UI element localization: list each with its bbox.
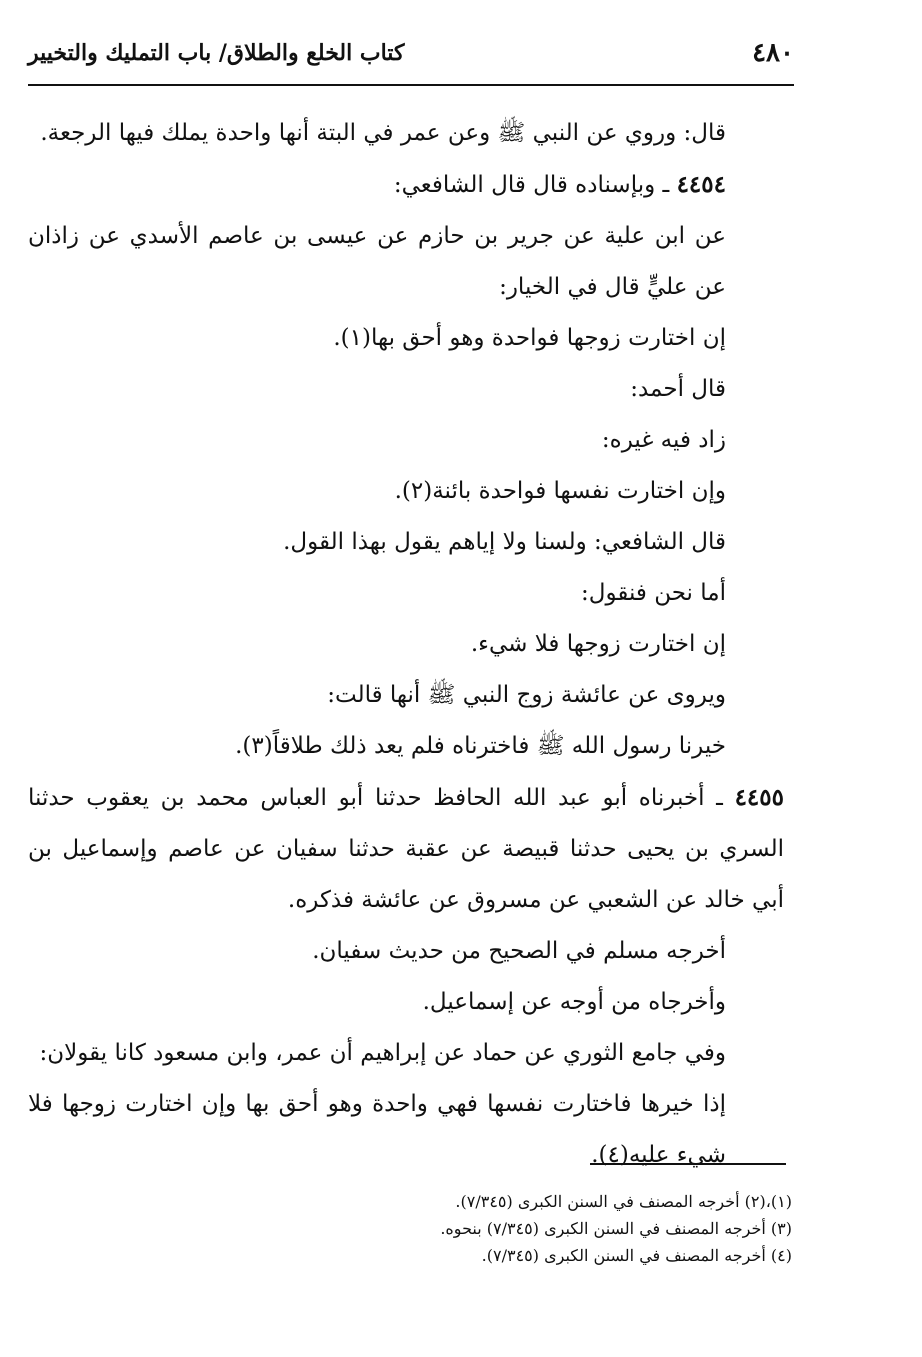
main-text (28, 108, 784, 1181)
page-number: ٤٨٠ (752, 38, 794, 68)
paragraph: أخرجه مسلم في الصحيح من حديث سفيان. (312, 938, 726, 964)
paragraph: ويروى عن عائشة زوج النبي ﷺ أنها قالت: (327, 682, 726, 708)
hadith-number: ٤٤٥٥ (734, 784, 784, 811)
running-title: كتاب الخلع والطلاق/ باب التمليك والتخيير (28, 40, 405, 66)
hadith-number: ٤٤٥٤ (676, 171, 726, 198)
paragraph: إن اختارت زوجها فلا شيء. (470, 631, 726, 657)
paragraph: وأخرجاه من أوجه عن إسماعيل. (422, 989, 726, 1015)
paragraph: إذا خيرها فاختارت نفسها فهي واحدة وهو أحق بها وإن اختارت زوجها فلا شيء عليه(٤). (28, 1091, 726, 1168)
paragraph-text: ـ وبإسناده قال قال الشافعي: (393, 172, 677, 198)
paragraph-text: ـ أخبرناه أبو عبد الله الحافظ حدثنا أبو العباس محمد بن يعقوب حدثنا السري بن يحيى حدثنا قبيصة عن عقبة حدثنا سفيان عن عاصم وإسماعيل بن أبي خالد عن الشعبي عن مسروق عن عائشة فذكره. (28, 785, 784, 913)
footnote: (١)،(٢) أخرجه المصنف في السنن الكبرى (٧/٣٤٥). (455, 1192, 792, 1211)
paragraph: خيرنا رسول الله ﷺ فاخترناه فلم يعد ذلك طلاقاً(٣). (235, 733, 726, 759)
page-header (28, 34, 794, 74)
paragraph: عن ابن علية عن جرير بن حازم عن عيسى بن عاصم الأسدي عن زاذان عن عليٍّ قال في الخيار: (28, 223, 726, 300)
footnote: (٤) أخرجه المصنف في السنن الكبرى (٧/٣٤٥). (481, 1246, 792, 1265)
paragraph: أما نحن فنقول: (580, 580, 726, 606)
paragraph: وإن اختارت نفسها فواحدة بائنة(٢). (394, 478, 726, 504)
paragraph: قال الشافعي: ولسنا ولا إياهم يقول بهذا القول. (283, 529, 726, 555)
paragraph: زاد فيه غيره: (601, 427, 726, 453)
footnote-divider (590, 1163, 786, 1165)
footnote: (٣) أخرجه المصنف في السنن الكبرى (٧/٣٤٥) بنحوه. (440, 1219, 792, 1238)
hadith-paragraph (28, 772, 784, 926)
hadith-paragraph (28, 159, 784, 211)
paragraph: قال أحمد: (630, 376, 726, 402)
footnotes (240, 1188, 792, 1269)
header-divider (28, 84, 794, 86)
paragraph: وفي جامع الثوري عن حماد عن إبراهيم أن عمر، وابن مسعود كانا يقولان: (39, 1040, 726, 1066)
paragraph: قال: وروي عن النبي ﷺ وعن عمر في البتة أنها واحدة يملك فيها الرجعة. (40, 120, 726, 146)
paragraph: إن اختارت زوجها فواحدة وهو أحق بها(١). (333, 325, 726, 351)
